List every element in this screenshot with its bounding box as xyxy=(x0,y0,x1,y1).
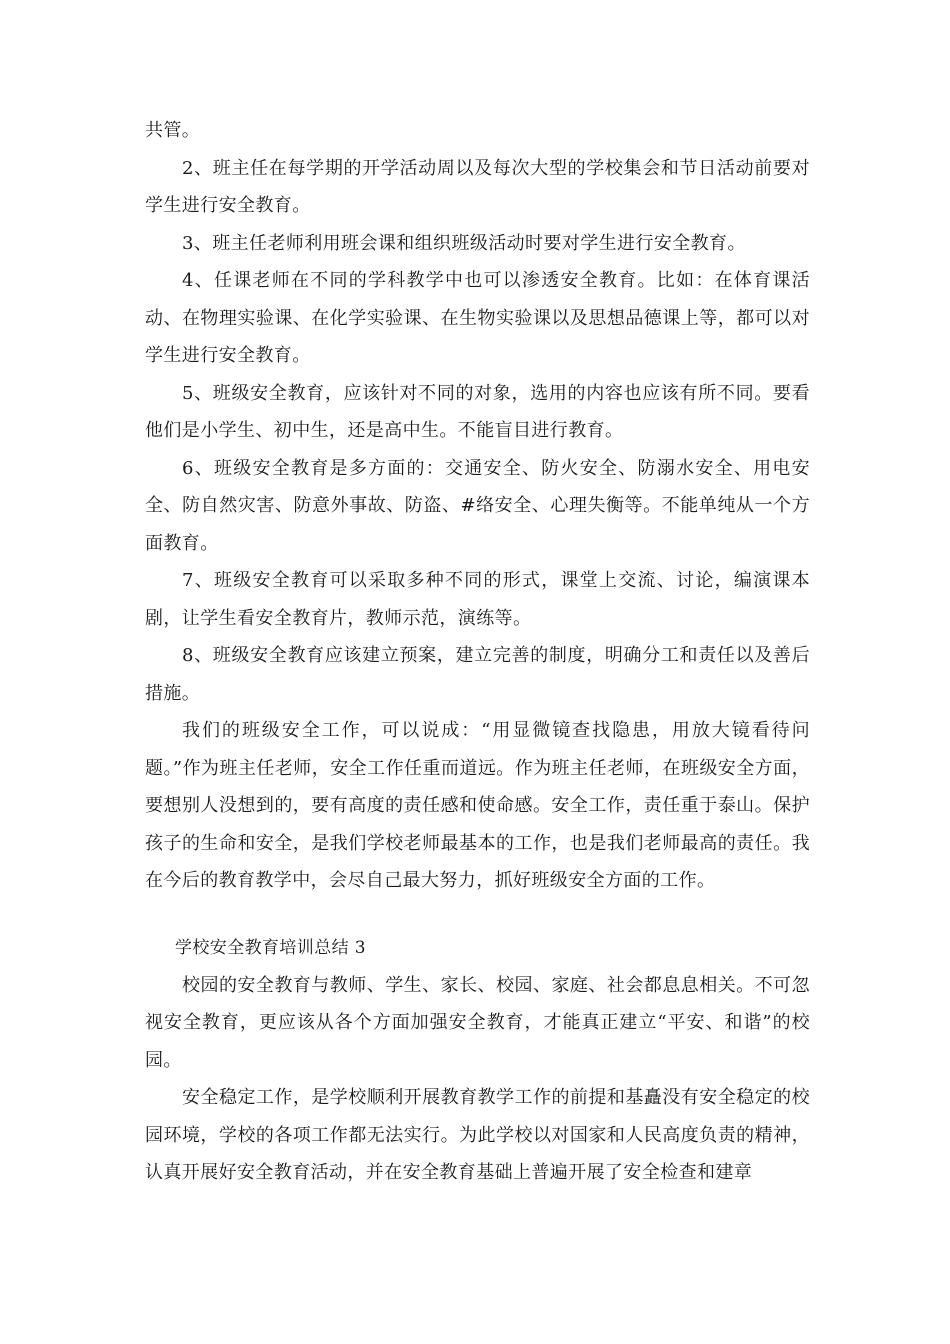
paragraph: 6、班级安全教育是多方面的：交通安全、防火安全、防溺水安全、用电安全、防自然灾害、防意外事故、防盗、#络安全、心理失衡等。不能单纯从一个方面教育。 xyxy=(145,457,810,554)
section-spacer xyxy=(145,900,810,930)
paragraph: 3、班主任老师利用班会课和组织班级活动时要对学生进行安全教育。 xyxy=(182,232,746,254)
paragraph: 共管。 xyxy=(145,120,201,141)
paragraph: 7、班级安全教育可以采取多种不同的形式，课堂上交流、讨论，编演课本剧，让学生看安全教育片，教师示范，演练等。 xyxy=(145,570,810,629)
document-page xyxy=(145,112,810,1192)
paragraph: 8、班级安全教育应该建立预案，建立完善的制度，明确分工和责任以及善后措施。 xyxy=(145,645,810,704)
paragraph: 安全稳定工作，是学校顺利开展教育教学工作的前提和基矗没有安全稳定的校园环境，学校的各项工作都无法实行。为此学校以对国家和人民高度负责的精神，认真开展好安全教育活动，并在安全教育基础上普遍开展了安全检查和建章 xyxy=(145,1087,810,1183)
paragraph: 校园的安全教育与教师、学生、家长、校园、家庭、社会都息息相关。不可忽视安全教育，更应该从各个方面加强安全教育，才能真正建立“平安、和谐”的校园。 xyxy=(145,974,810,1071)
paragraph: 2、班主任在每学期的开学活动周以及每次大型的学校集会和节日活动前要对学生进行安全教育。 xyxy=(145,157,810,216)
paragraph: 我们的班级安全工作，可以说成：“用显微镜查找隐患，用放大镜看待问题。”作为班主任老师，安全工作任重而道远。作为班主任老师，在班级安全方面，要想别人没想到的，要有高度的责任感和使命感。安全工作，责任重于泰山。保护孩子的生命和安全，是我们学校老师最基本的工作，也是我们老师最高的责任。我在今后的教育教学中，会尽自己最大努力，抓好班级安全方面的工作。 xyxy=(145,720,810,891)
paragraph: 5、班级安全教育，应该针对不同的对象，选用的内容也应该有所不同。要看他们是小学生、初中生，还是高中生。不能盲目进行教育。 xyxy=(145,382,810,441)
section-heading: 学校安全教育培训总结 3 xyxy=(175,937,367,958)
paragraph: 4、任课老师在不同的学科教学中也可以渗透安全教育。比如：在体育课活动、在物理实验课、在化学实验课、在生物实验课以及思想品德课上等，都可以对学生进行安全教育。 xyxy=(145,270,810,366)
